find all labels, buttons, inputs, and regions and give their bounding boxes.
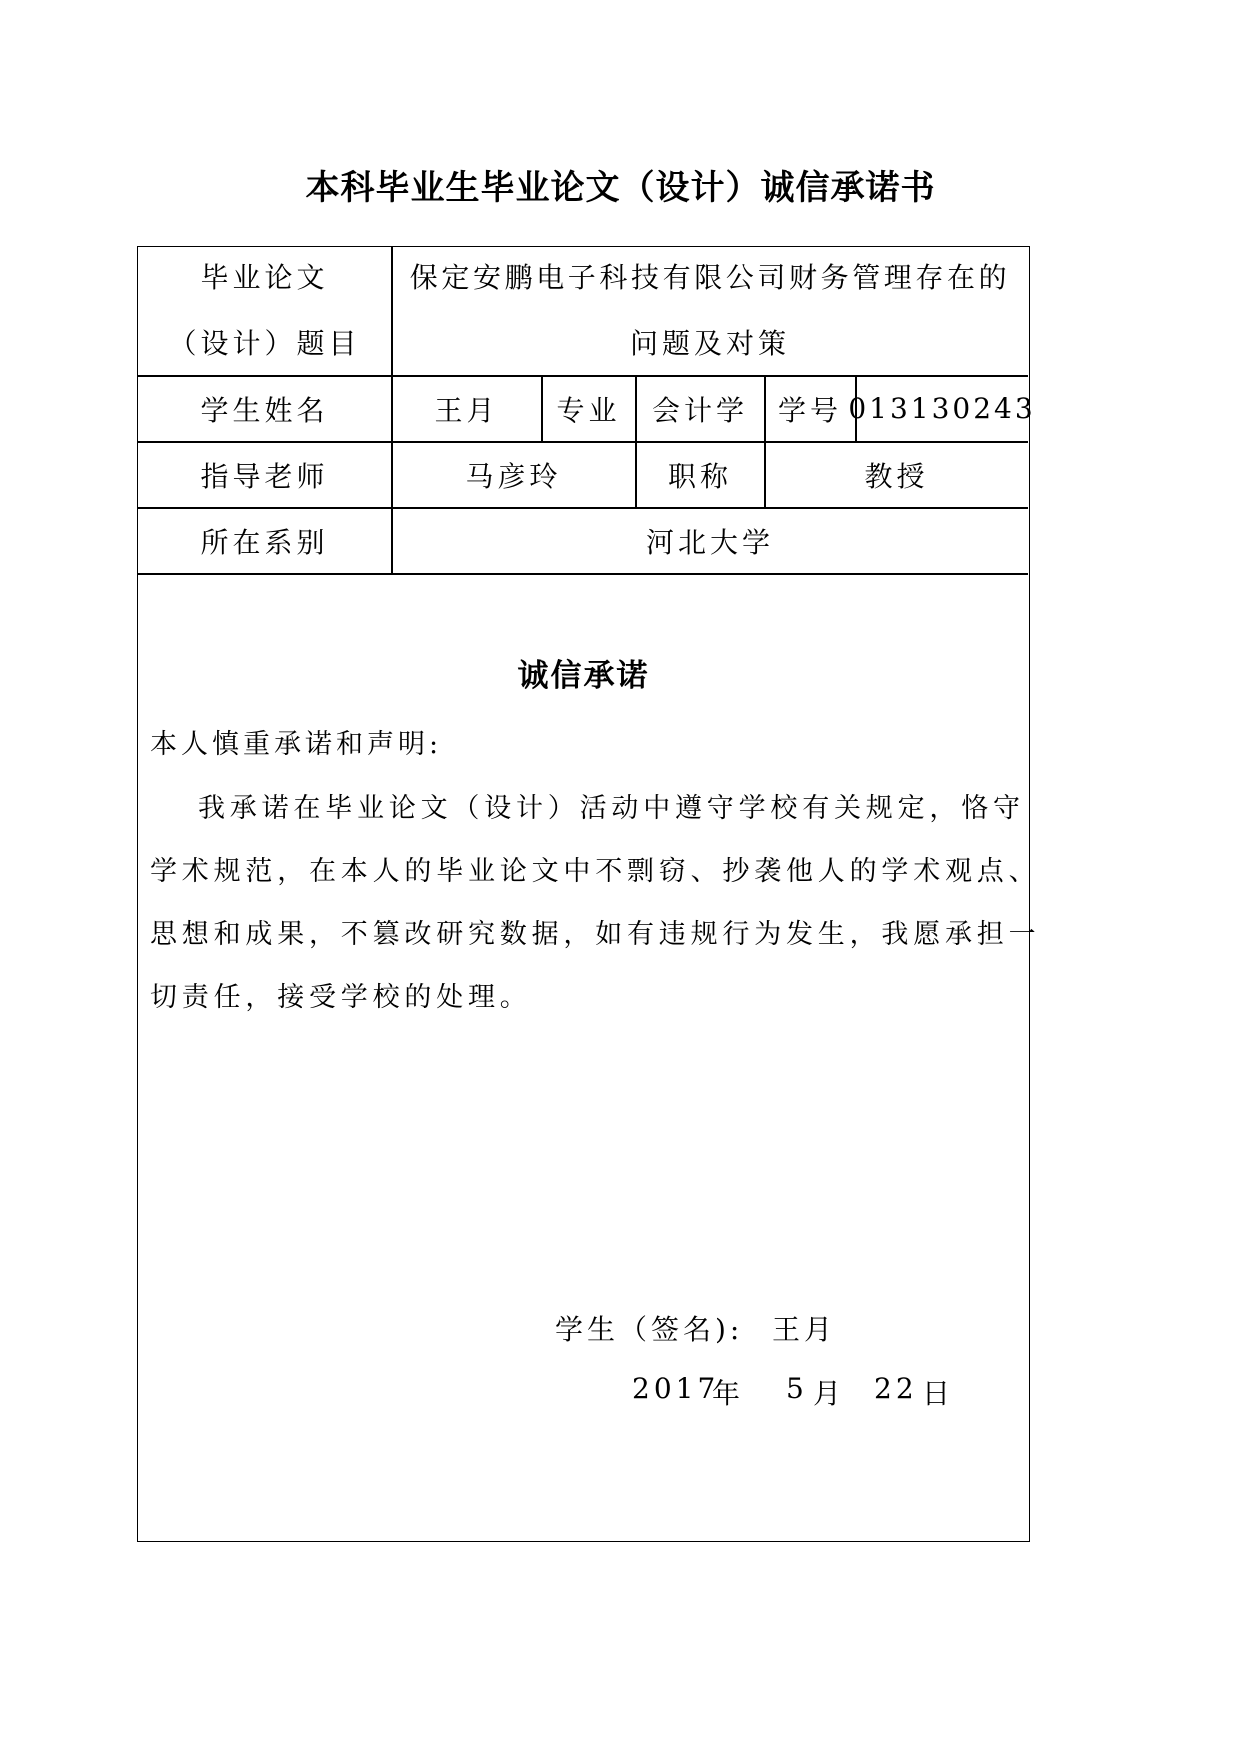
thesis-title-line2: 问题及对策: [629, 327, 790, 360]
signature-name: 王月: [772, 1313, 837, 1346]
advisor-title-value: 教授: [864, 459, 929, 493]
date-year: 2017: [632, 1372, 720, 1405]
department-value: 河北大学: [645, 525, 774, 559]
student-name-label: 学生姓名: [200, 393, 329, 427]
advisor-title-label: 职称: [667, 459, 732, 493]
pledge-line: 思想和成果，不篡改研究数据，如有违规行为发生，我愿承担一: [150, 919, 1041, 950]
document-title: 本科毕业生毕业论文（设计）诚信承诺书: [305, 168, 936, 208]
date-day-unit: 日: [922, 1377, 955, 1410]
thesis-title-value: [392, 247, 1028, 375]
row-divider: [138, 573, 1028, 575]
date-month-unit: 月: [813, 1377, 846, 1410]
date-day: 22: [874, 1372, 918, 1405]
pledge-line: 学术规范，在本人的毕业论文中不剽窃、抄袭他人的学术观点、: [150, 856, 1041, 887]
date-year-unit: 年: [712, 1377, 745, 1410]
date-month: 5: [786, 1372, 808, 1405]
pledge-line: 我承诺在毕业论文（设计）活动中遵守学校有关规定，恪守: [198, 793, 1025, 824]
thesis-title-line1: 保定安鹏电子科技有限公司财务管理存在的: [409, 261, 1011, 294]
pledge-intro: 本人慎重承诺和声明:: [150, 729, 443, 760]
major-label: 专业: [556, 393, 621, 427]
thesis-label-line2: （设计）题目: [168, 327, 361, 360]
thesis-label-line1: 毕业论文: [200, 261, 329, 294]
department-label: 所在系别: [200, 525, 329, 559]
thesis-title-label: [138, 247, 391, 375]
advisor-value: 马彦玲: [465, 459, 562, 493]
pledge-line: 切责任，接受学校的处理。: [150, 982, 532, 1013]
student-name-value: 王月: [434, 393, 499, 427]
student-id-label: 学号: [777, 393, 842, 427]
pledge-heading: 诚信承诺: [517, 658, 650, 694]
student-id-value: 013130243: [848, 392, 1036, 425]
signature-label: 学生（签名):: [555, 1313, 744, 1346]
advisor-label: 指导老师: [200, 459, 329, 493]
major-value: 会计学: [651, 393, 748, 427]
